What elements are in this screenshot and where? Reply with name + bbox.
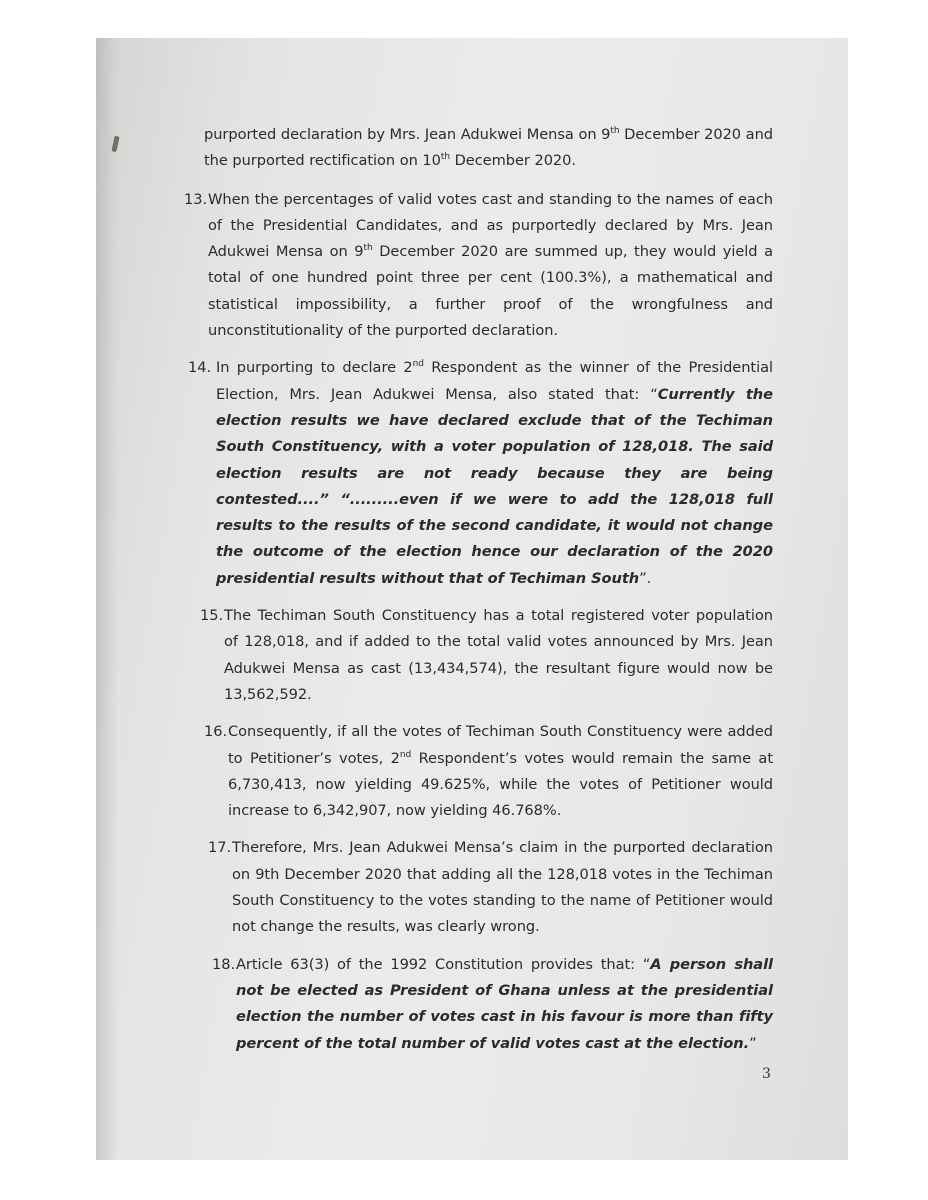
paragraph-number: 17. bbox=[208, 839, 232, 857]
superscript: nd bbox=[399, 749, 412, 760]
continuation-text: purported declaration by Mrs. Jean Adukwei Mensa on 9 bbox=[204, 126, 611, 143]
paragraph-text bbox=[216, 355, 773, 592]
paragraph-17 bbox=[208, 835, 773, 940]
page-number: 3 bbox=[762, 1066, 771, 1082]
page-shadow bbox=[96, 38, 118, 1160]
text-run: December 2020 are summed up, they would yield a total of one hundred point three per cent (100.3%), a mathematical and statistical impossibility, a further proof of the wrongfulness and unconstitutionality of the purported declaration. bbox=[208, 243, 773, 340]
continuation-text: December 2020. bbox=[450, 152, 576, 170]
paragraph-number: 13. bbox=[184, 190, 208, 208]
superscript: th bbox=[363, 243, 373, 254]
paragraph-14 bbox=[188, 355, 773, 592]
paragraph-number: 16. bbox=[204, 723, 228, 741]
document-page bbox=[96, 38, 848, 1160]
text-run: When the percentages of valid votes cast and standing to the names of each of the Presidential Candidates, and as purportedly declared by Mrs. Jean Adukwei Mensa on 9 bbox=[208, 190, 773, 261]
text-run: Article 63(3) of the 1992 Constitution provides that: “ bbox=[236, 955, 651, 973]
paragraph-16 bbox=[204, 719, 773, 824]
paragraph-18 bbox=[212, 952, 774, 1057]
text-run: ” bbox=[749, 1034, 757, 1052]
superscript: th bbox=[440, 152, 450, 163]
text-run: Consequently, if all the votes of Techiman South Constituency were added to Petitioner’s votes, 2 bbox=[228, 723, 773, 767]
quoted-statement: Currently the election results we have declared exclude that of the Techiman South Constituency, with a voter population of 128,018. The said election results are not ready because they are being contested....” “.........even if we were to add the 128,018 full results to the results of the second candidate, it would not change the outcome of the election hence our declaration of the 2020 presidential results without that of Techiman South bbox=[216, 385, 773, 587]
text-run: Respondent’s votes would remain the same at 6,730,413, now yielding 49.625%, while the votes of Petitioner would increase to 6,342,907, now yielding 46.768%. bbox=[228, 749, 773, 820]
superscript: nd bbox=[412, 359, 424, 370]
paragraph-number: 18. bbox=[212, 955, 236, 973]
quoted-statement: A person shall not be elected as President of Ghana unless at the presidential election the number of votes cast in his favour is more than fifty percent of the total number of valid votes cast at the election. bbox=[236, 955, 774, 1052]
paragraph-text: The Techiman South Constituency has a total registered voter population of 128,018, and if added to the total valid votes announced by Mrs. Jean Adukwei Mensa as cast (13,434,574), the resultant figure would now be 13,562,592. bbox=[224, 607, 773, 703]
document-body bbox=[184, 122, 774, 1057]
paragraph-15 bbox=[200, 603, 773, 708]
continuation-text: December 2020 and the purported rectification on 10 bbox=[204, 126, 773, 170]
paragraph-text bbox=[208, 187, 773, 345]
text-run: ”. bbox=[639, 569, 652, 587]
superscript: th bbox=[610, 126, 620, 137]
paragraph-number: 15. bbox=[200, 607, 224, 625]
paragraph-text: Therefore, Mrs. Jean Adukwei Mensa’s claim in the purported declaration on 9th December 2020 that adding all the 128,018 votes in the Techiman South Constituency to the votes standing to the name of Petitioner would not change the results, was clearly wrong. bbox=[232, 839, 773, 936]
paragraph-number: 14. bbox=[188, 359, 212, 377]
text-run: In purporting to declare 2 bbox=[216, 359, 413, 377]
paragraph-13 bbox=[184, 187, 773, 345]
paragraph-text bbox=[236, 952, 773, 1057]
paragraph-text bbox=[228, 719, 773, 824]
text-run: Respondent as the winner of the Presidential Election, Mrs. Jean Adukwei Mensa, also stated that: “ bbox=[216, 359, 773, 403]
continuation-paragraph bbox=[188, 122, 773, 175]
